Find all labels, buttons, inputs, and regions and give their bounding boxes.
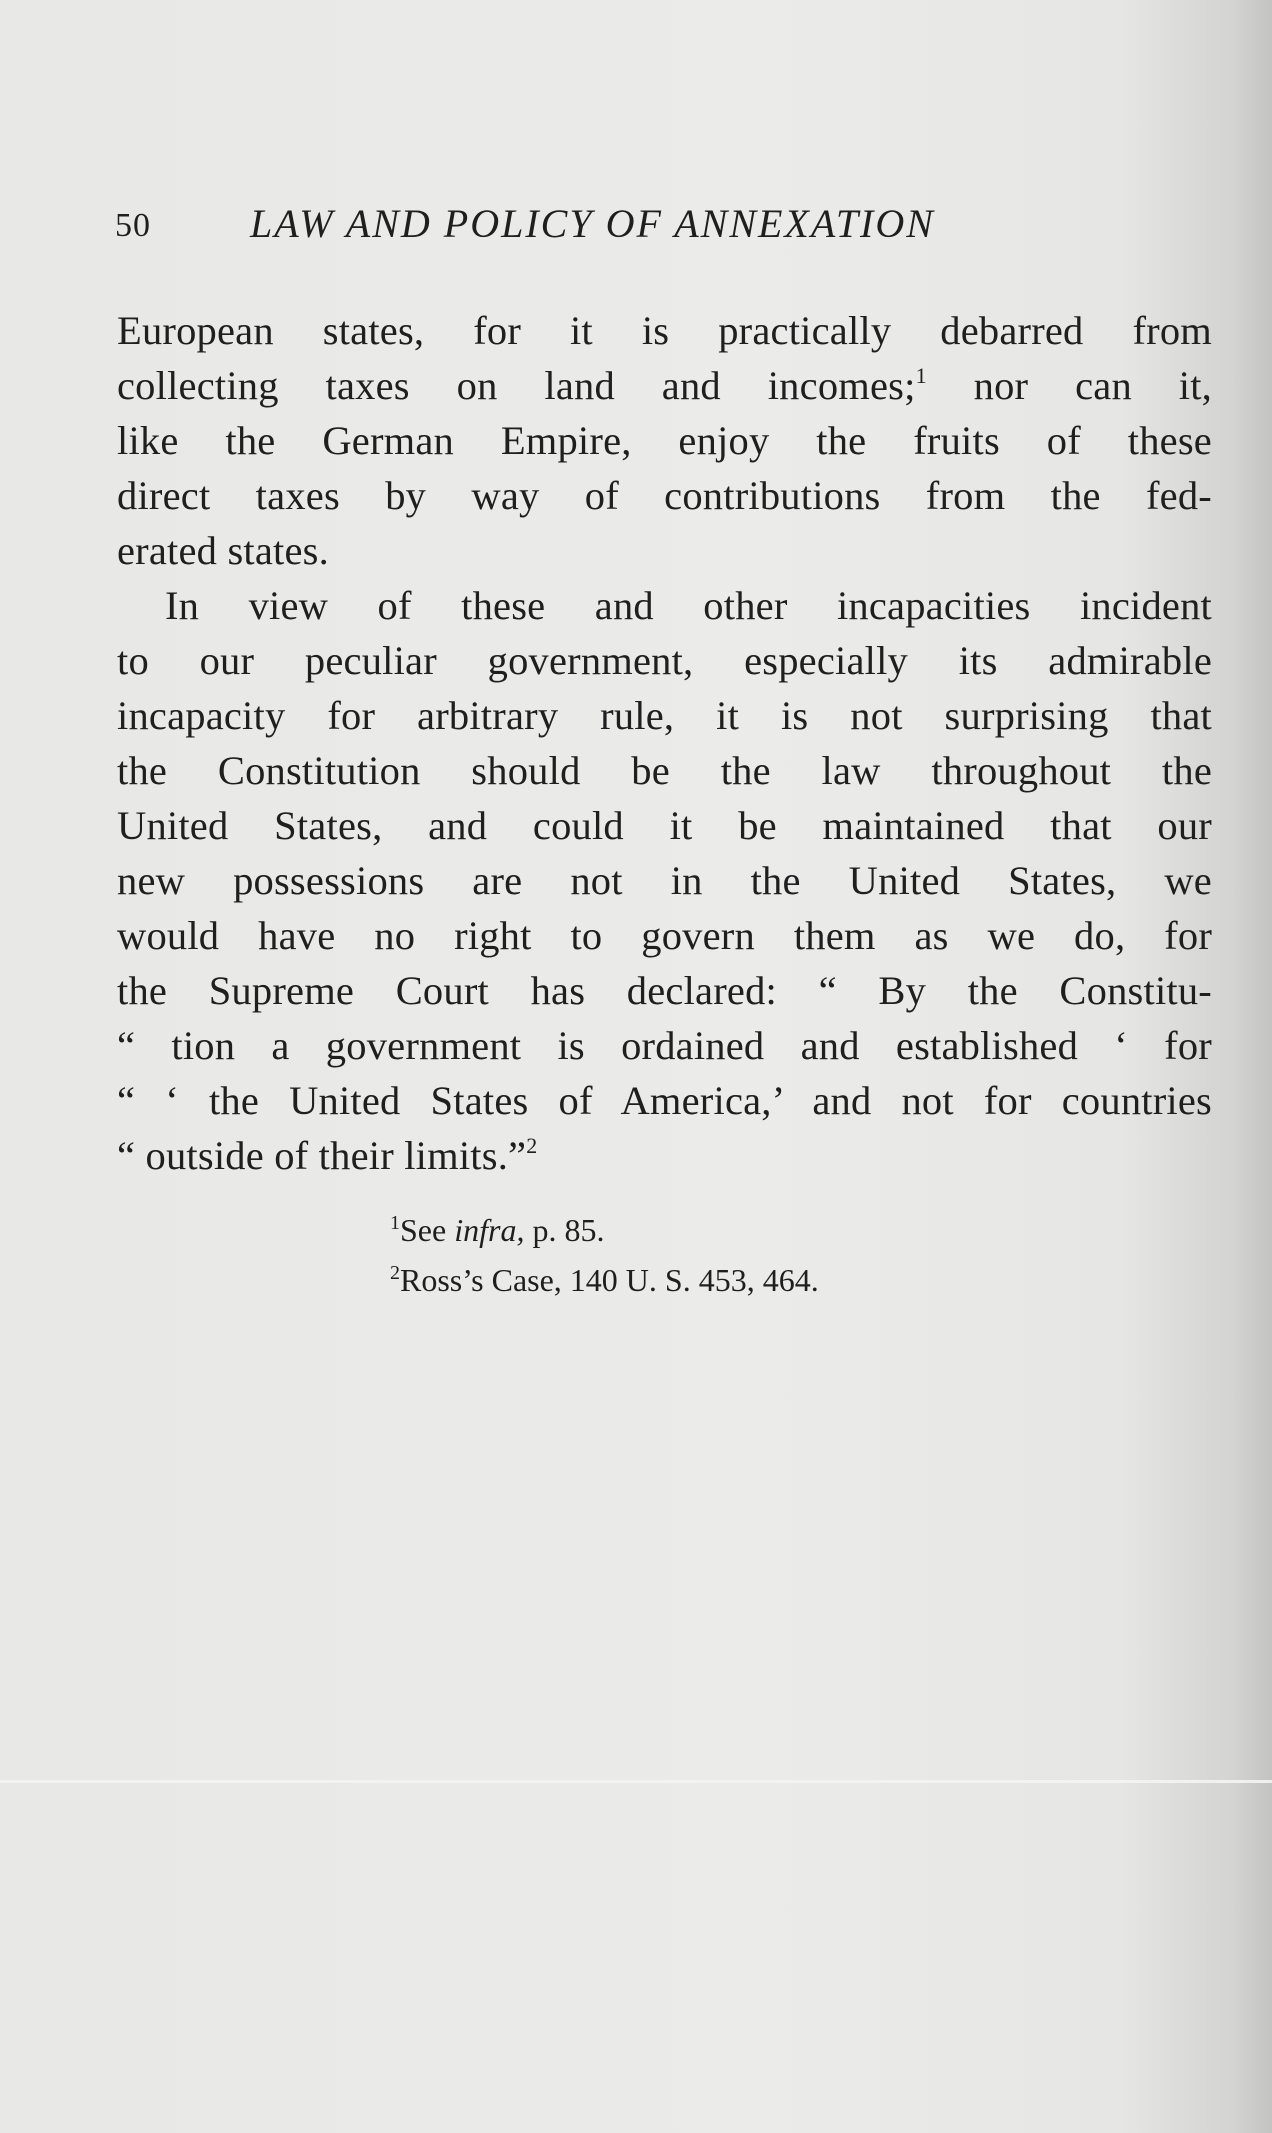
page-edge-shadow (1232, 0, 1272, 2133)
footnote-text: Ross’s Case, 140 U. S. 453, 464. (400, 1262, 819, 1298)
text-line: would have no right to govern them as we do, for (117, 913, 1212, 958)
footnotes (390, 1205, 819, 1305)
text-line: the Constitution should be the law throughout the (117, 748, 1212, 793)
text-line: In view of these and other incapacities incident (165, 583, 1212, 628)
text-segment: nor can it, (973, 363, 1212, 408)
footnote-mark: 2 (390, 1262, 400, 1284)
footnote-italic: infra, (454, 1212, 525, 1248)
text-line: new possessions are not in the United States, we (117, 858, 1212, 903)
footnote-text: p. 85. (524, 1212, 605, 1248)
text-line: “ tion a government is ordained and established ‘ for (117, 1023, 1212, 1068)
text-line: direct taxes by way of contributions from the fed- (117, 473, 1212, 518)
footnote-1 (390, 1205, 819, 1255)
body-text (117, 303, 1212, 1183)
text-line: “ ‘ the United States of America,’ and not for countries (117, 1078, 1212, 1123)
text-line: European states, for it is practically debarred from (117, 308, 1212, 353)
footnote-mark: 1 (390, 1212, 400, 1234)
text-line: incapacity for arbitrary rule, it is not surprising that (117, 693, 1212, 738)
footnote-ref: 2 (526, 1133, 538, 1158)
footnote-2 (390, 1255, 819, 1305)
text-line: like the German Empire, enjoy the fruits of these (117, 418, 1212, 463)
text-line: to our peculiar government, especially its admirable (117, 638, 1212, 683)
text-segment: “ outside of their limits.” (117, 1133, 527, 1178)
paragraph-2 (117, 578, 1212, 1183)
page-header (115, 195, 1135, 255)
paragraph-1 (117, 303, 1212, 578)
page-crease (0, 1780, 1272, 1783)
footnote-ref: 1 (915, 363, 927, 388)
text-line (117, 358, 1212, 413)
footnote-text: See (400, 1212, 455, 1248)
running-head: LAW AND POLICY OF ANNEXATION (250, 201, 935, 246)
text-segment: collecting taxes on land and incomes; (117, 363, 916, 408)
page-number: 50 (115, 207, 151, 244)
text-line (117, 1128, 1212, 1183)
text-line: the Supreme Court has declared: “ By the Constitu- (117, 968, 1212, 1013)
text-line: United States, and could it be maintained that our (117, 803, 1212, 848)
text-line: erated states. (117, 528, 329, 573)
